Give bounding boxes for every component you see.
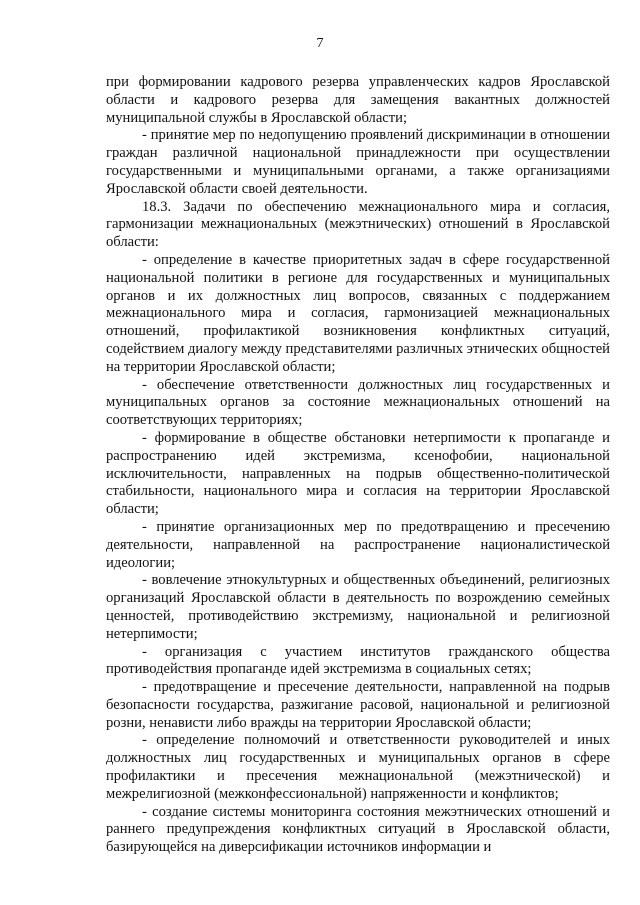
paragraph-9: - организация с участием институтов гражданского общества противодействия пропаганде идей экстремизма в социальных сетях; xyxy=(106,643,610,678)
paragraph-1: при формировании кадрового резерва управленческих кадров Ярославской области и кадрового резерва для замещения вакантных должностей муниципальной службы в Ярославской области; xyxy=(106,74,610,126)
paragraph-7: - принятие организационных мер по предотвращению и пресечению деятельности, направленной на распространение националистической идеологии; xyxy=(106,518,610,571)
document-body xyxy=(106,74,610,857)
paragraph-2: - принятие мер по недопущению проявлений дискриминации в отношении граждан различной национальной принадлежности при осуществлении государственными и муниципальными органами, а также организациями Ярославской области своей деятельности. xyxy=(106,127,610,197)
paragraph-10: - предотвращение и пресечение деятельности, направленной на подрыв безопасности государства, разжигание расовой, национальной и религиозной розни, ненависти либо вражды на территории Ярославской области; xyxy=(106,679,610,731)
paragraph-12: - создание системы мониторинга состояния межэтнических отношений и раннего предупреждения конфликтных ситуаций в Ярославской области, базирующейся на диверсификации источников информации и xyxy=(106,803,610,856)
paragraph-8: - вовлечение этнокультурных и общественных объединений, религиозных организаций Ярославской области в деятельность по возрождению семейных ценностей, противодействию экстремизму, национальной и религиозной нетерпимости; xyxy=(106,572,610,642)
page-number: 7 xyxy=(316,36,324,51)
paragraph-5: - обеспечение ответственности должностных лиц государственных и муниципальных органов за состояние межнациональных отношений на соответствующих территориях; xyxy=(106,376,610,429)
paragraph-6: - формирование в обществе обстановки нетерпимости к пропаганде и распространению идей экстремизма, ксенофобии, национальной исключительности, направленных на подрыв общественно-политической стабильности, национального мира и согласия на территории Ярославской области; xyxy=(106,429,610,518)
paragraph-11: - определение полномочий и ответственности руководителей и иных должностных лиц государственных и муниципальных органов в сфере профилактики и пресечения межнациональной (межэтнической) и межрелигиозной (межконфессиональной) напряженности и конфликтов; xyxy=(106,732,610,802)
paragraph-3: 18.3. Задачи по обеспечению межнационального мира и согласия, гармонизации межнациональных (межэтнических) отношений в Ярославской области: xyxy=(106,198,610,251)
paragraph-4: - определение в качестве приоритетных задач в сфере государственной национальной политики в регионе для государственных и муниципальных органов и их должностных лиц вопросов, связанных с поддержанием межнационального мира и согласия, гармонизацией межнациональных отношений, профилактикой возникновения конфликтных ситуаций, содействием диалогу между представителями различных этнических общностей на территории Ярославской области; xyxy=(106,251,610,375)
